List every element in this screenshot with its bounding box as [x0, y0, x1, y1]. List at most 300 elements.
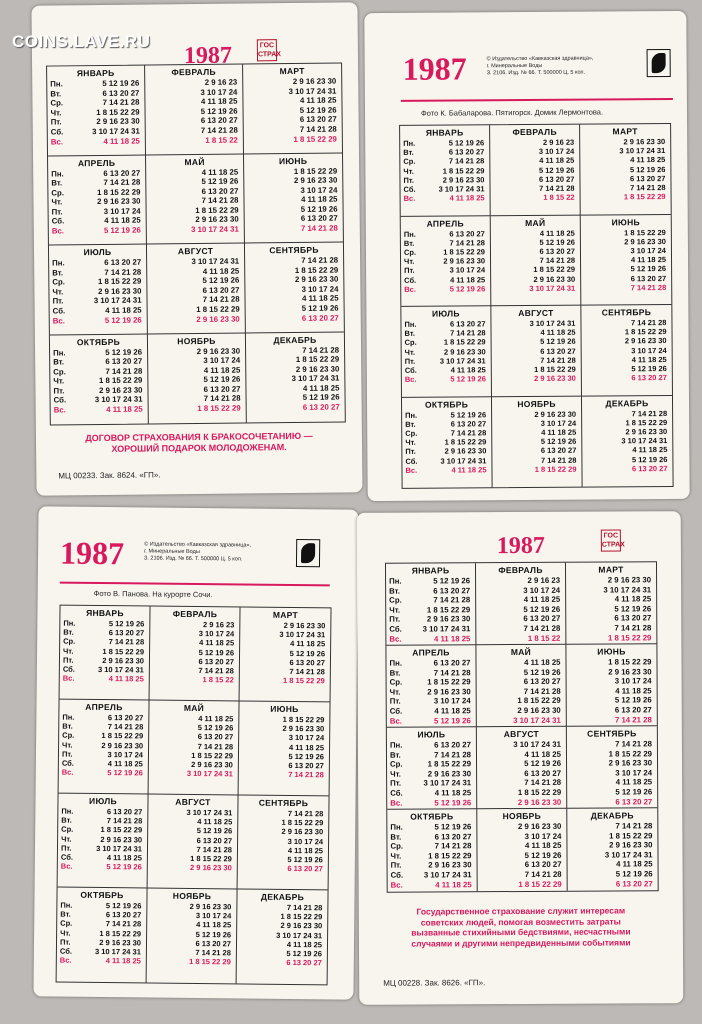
day-rows	[404, 229, 488, 294]
publisher-line: г. Минеральные Воды	[144, 548, 200, 556]
day-numbers: 4 11 18 25	[105, 305, 142, 315]
week-row	[390, 750, 474, 760]
month-name: СЕНТЯБРЬ	[601, 307, 652, 318]
day-numbers: 5 12 19 26	[450, 409, 487, 420]
day-rows	[390, 822, 474, 890]
day-numbers: 3 10 17 24 31	[440, 455, 487, 466]
calendar-card-4	[357, 511, 684, 1005]
month-name: ИЮНЬ	[278, 155, 308, 166]
day-numbers: 6 13 20 27	[301, 313, 339, 323]
month-block	[400, 125, 491, 216]
day-numbers: 3 10 17 24 31	[619, 146, 666, 156]
day-numbers: 5 12 19 26	[540, 337, 576, 347]
day-rows	[570, 739, 655, 807]
day-numbers: 1 8 15 22 29	[101, 731, 144, 741]
month-block	[566, 562, 656, 644]
weekday-label: Вс.	[390, 880, 403, 890]
week-row	[390, 769, 474, 779]
day-rows	[60, 901, 145, 966]
week-row	[390, 716, 474, 726]
week-row	[479, 576, 563, 586]
month-name: ИЮЛЬ	[89, 795, 117, 807]
day-numbers: 1 8 15 22 29	[282, 676, 325, 686]
slogan-line: Государственное страхование служит интересам	[416, 905, 626, 917]
month-name: АВГУСТ	[175, 796, 211, 808]
week-row	[569, 594, 654, 604]
weekday-label: Вс.	[53, 405, 66, 415]
day-numbers: 6 13 20 27	[105, 356, 143, 367]
weekday-label: Чт.	[51, 197, 63, 207]
weekday-label: Вс.	[404, 284, 416, 294]
weekday-label: Пн.	[51, 168, 64, 179]
day-numbers: 7 14 21 28	[200, 125, 238, 135]
day-numbers: 6 13 20 27	[203, 384, 241, 394]
weekday-label: Сб.	[404, 275, 417, 285]
week-row	[479, 624, 563, 634]
week-row	[570, 797, 655, 807]
week-row	[570, 787, 655, 797]
weekday-label: Вт.	[53, 357, 65, 367]
weekday-label: Пн.	[50, 79, 63, 89]
months-grid	[46, 62, 346, 425]
day-numbers: 3 10 17 24 31	[97, 664, 144, 675]
day-numbers: 3 10 17 24 31	[513, 739, 561, 750]
day-numbers: 3 10 17 24	[288, 733, 325, 743]
month-block	[566, 644, 656, 726]
year-title: 1987	[59, 534, 125, 572]
publisher-line: © Издательство «Кавказская здравница»,	[486, 55, 594, 63]
day-numbers: 2 9 16 23 30	[280, 921, 323, 931]
day-numbers: 4 11 18 25	[450, 274, 486, 285]
day-numbers: 4 11 18 25	[615, 686, 652, 696]
day-numbers: 1 8 15 22	[527, 633, 561, 643]
day-numbers: 5 12 19 26	[433, 715, 471, 726]
week-row	[389, 634, 473, 644]
day-numbers: 1 8 15 22 29	[189, 957, 231, 967]
day-rows	[152, 714, 237, 779]
day-numbers: 5 12 19 26	[615, 787, 653, 797]
week-row	[243, 676, 328, 686]
month-name: НОЯБРЬ	[172, 890, 212, 902]
week-row	[149, 135, 241, 146]
publisher-line: г. Минеральные Воды	[486, 62, 543, 70]
day-rows	[405, 410, 489, 475]
day-numbers: 4 11 18 25	[632, 445, 668, 455]
insurance-slogan	[42, 430, 356, 455]
day-numbers: 5 12 19 26	[289, 648, 326, 658]
day-numbers: 1 8 15 22 29	[624, 327, 667, 337]
day-numbers: 5 12 19 26	[202, 275, 240, 286]
month-name: АВГУСТ	[177, 245, 214, 257]
weekday-label: Чт.	[405, 437, 416, 447]
weekday-label: Пн.	[403, 138, 416, 148]
day-numbers: 7 14 21 28	[524, 869, 562, 879]
day-numbers: 1 8 15 22 29	[534, 464, 577, 474]
weekday-label: Вт.	[60, 909, 71, 919]
weekday-label: Вс.	[389, 716, 402, 726]
day-rows	[63, 619, 148, 684]
month-block	[477, 809, 567, 891]
month-block	[386, 563, 476, 645]
day-numbers: 3 10 17 24	[630, 245, 666, 256]
week-row	[584, 283, 669, 293]
day-numbers: 6 13 20 27	[195, 938, 232, 949]
weekday-label: Сб.	[59, 946, 73, 956]
day-rows	[62, 713, 147, 778]
day-numbers: 3 10 17 24	[203, 355, 241, 366]
day-numbers: 6 13 20 27	[434, 740, 471, 750]
day-numbers: 7 14 21 28	[289, 666, 325, 677]
weekday-label: Сб.	[50, 127, 64, 137]
day-numbers: 3 10 17 24 31	[291, 373, 340, 384]
day-numbers: 7 14 21 28	[198, 666, 234, 676]
day-numbers: 7 14 21 28	[523, 623, 561, 633]
weekday-label: Вс.	[62, 673, 75, 683]
weekday-label: Пт.	[405, 447, 416, 457]
month-name: ДЕКАБРЬ	[273, 334, 317, 345]
day-numbers: 4 11 18 25	[539, 156, 575, 166]
day-numbers: 4 11 18 25	[434, 706, 471, 716]
day-numbers: 3 10 17 24	[107, 749, 144, 760]
day-numbers: 6 13 20 27	[540, 346, 576, 356]
day-numbers: 3 10 17 24	[433, 696, 471, 706]
day-numbers: 4 11 18 25	[290, 639, 326, 649]
day-rows	[494, 228, 578, 293]
day-numbers: 1 8 15 22 29	[426, 605, 471, 615]
weekday-label: Сб.	[62, 664, 75, 674]
day-numbers: 2 9 16 23 30	[442, 175, 485, 185]
day-numbers: 3 10 17 24	[615, 768, 653, 778]
calendar-card-3	[33, 506, 358, 999]
week-row	[571, 869, 656, 879]
week-row	[247, 134, 340, 145]
day-numbers: 5 12 19 26	[286, 948, 322, 959]
day-numbers: 3 10 17 24	[301, 284, 339, 294]
day-numbers: 1 8 15 22 29	[102, 646, 145, 657]
day-numbers: 4 11 18 25	[103, 136, 140, 146]
month-block	[492, 396, 583, 487]
month-name: МАЙ	[183, 702, 205, 714]
day-numbers: 7 14 21 28	[448, 156, 485, 166]
day-rows	[53, 347, 146, 415]
day-numbers: 2 9 16 23 30	[624, 236, 666, 247]
week-row	[570, 778, 655, 788]
weekday-label: Вс.	[404, 374, 417, 385]
day-numbers: 4 11 18 25	[104, 216, 141, 226]
weekday-label: Ср.	[405, 428, 418, 438]
month-block	[244, 153, 343, 244]
weekday-label: Пт.	[52, 296, 64, 306]
day-numbers: 7 14 21 28	[106, 816, 143, 826]
week-row	[480, 831, 564, 841]
day-numbers: 2 9 16 23 30	[294, 274, 339, 285]
day-numbers: 7 14 21 28	[630, 282, 667, 292]
day-numbers: 6 13 20 27	[433, 585, 471, 596]
day-numbers: 1 8 15 22 29	[624, 227, 666, 237]
week-row	[481, 860, 565, 870]
day-numbers: 2 9 16 23 30	[191, 759, 233, 770]
day-numbers: 5 12 19 26	[302, 392, 340, 403]
day-numbers: 3 10 17 24	[300, 185, 338, 195]
week-row	[570, 821, 655, 831]
weekday-label: Ср.	[52, 277, 65, 287]
weekday-label: Вс.	[52, 315, 65, 326]
day-numbers: 7 14 21 28	[631, 408, 668, 418]
day-numbers: 4 11 18 25	[201, 167, 239, 177]
month-name: АВГУСТ	[518, 307, 554, 319]
day-numbers: 1 8 15 22 29	[294, 265, 339, 275]
day-numbers: 4 11 18 25	[302, 293, 339, 304]
day-numbers: 4 11 18 25	[106, 404, 143, 415]
day-numbers: 1 8 15 22 29	[608, 748, 653, 759]
day-rows	[249, 345, 343, 413]
day-numbers: 3 10 17 24 31	[94, 395, 143, 405]
day-numbers: 6 13 20 27	[433, 658, 471, 668]
day-rows	[151, 808, 236, 873]
weekday-label: Чт.	[53, 376, 65, 386]
week-row	[480, 769, 564, 779]
month-name: ИЮЛЬ	[83, 246, 112, 258]
day-numbers: 7 14 21 28	[301, 255, 339, 265]
day-rows	[480, 740, 564, 808]
day-numbers: 4 11 18 25	[287, 845, 324, 856]
day-numbers: 2 9 16 23 30	[281, 827, 324, 837]
week-row	[569, 657, 654, 667]
day-numbers: 5 12 19 26	[196, 826, 233, 836]
day-numbers: 4 11 18 25	[202, 266, 240, 276]
month-block	[57, 888, 148, 983]
weekday-label: Сб.	[390, 788, 403, 798]
day-numbers: 6 13 20 27	[632, 463, 668, 473]
month-block	[401, 216, 492, 307]
day-rows	[569, 575, 654, 643]
day-numbers: 6 13 20 27	[629, 173, 666, 184]
day-numbers: 5 12 19 26	[195, 929, 232, 939]
print-imprint: МЦ 00228. Зак. 8626. «ГП».	[383, 978, 486, 988]
month-block	[401, 306, 492, 397]
month-name: ЯНВАРЬ	[411, 565, 450, 576]
week-row	[391, 870, 475, 880]
week-row	[481, 870, 565, 880]
day-numbers: 1 8 15 22 29	[625, 417, 668, 428]
weekday-label: Пт.	[59, 937, 71, 947]
month-block	[490, 125, 581, 216]
day-numbers: 2 9 16 23 30	[282, 724, 325, 734]
day-rows	[479, 658, 563, 726]
day-numbers: 7 14 21 28	[299, 124, 337, 134]
day-numbers: 3 10 17 24 31	[438, 184, 485, 194]
day-numbers: 5 12 19 26	[524, 758, 562, 769]
weekday-label: Вт.	[403, 147, 414, 158]
day-numbers: 1 8 15 22 29	[623, 192, 666, 202]
day-numbers: 6 13 20 27	[197, 732, 234, 742]
week-row	[569, 575, 654, 585]
week-row	[390, 687, 474, 697]
day-numbers: 6 13 20 27	[102, 88, 140, 98]
day-numbers: 5 12 19 26	[288, 751, 325, 762]
day-rows	[241, 808, 327, 873]
week-row	[390, 668, 474, 678]
month-block	[59, 700, 150, 795]
month-block	[145, 65, 244, 156]
day-rows	[247, 166, 341, 234]
day-numbers: 5 12 19 26	[523, 604, 561, 614]
day-numbers: 6 13 20 27	[287, 864, 323, 874]
day-numbers: 1 8 15 22 29	[295, 354, 340, 365]
weekday-label: Пт.	[404, 356, 416, 366]
day-rows	[151, 346, 244, 414]
day-numbers: 4 11 18 25	[541, 427, 577, 437]
slogan-line: случаями и другими непредвиденными событиями	[411, 936, 631, 949]
weekday-label: Сб.	[60, 852, 73, 862]
day-numbers: 1 8 15 22 29	[534, 364, 576, 374]
day-numbers: 2 9 16 23 30	[195, 215, 239, 225]
publisher-info	[487, 56, 594, 78]
day-numbers: 4 11 18 25	[199, 638, 235, 648]
week-row	[241, 864, 326, 874]
month-block	[240, 607, 331, 702]
day-numbers: 1 8 15 22 29	[293, 166, 338, 176]
weekday-label: Вс.	[61, 767, 74, 777]
week-row	[405, 465, 489, 475]
day-numbers: 1 8 15 22 29	[282, 714, 325, 725]
week-row	[495, 464, 579, 474]
weekday-label: Пт.	[389, 696, 401, 707]
weekday-label: Чт.	[404, 256, 415, 266]
day-numbers: 6 13 20 27	[524, 860, 562, 870]
weekday-label: Вт.	[403, 238, 415, 248]
month-name: ДЕКАБРЬ	[260, 891, 305, 903]
day-numbers: 5 12 19 26	[105, 347, 143, 357]
photo-credit: Фото В. Панова. На курорте Сочи.	[93, 588, 213, 600]
weekday-label: Вс.	[403, 193, 416, 204]
day-numbers: 2 9 16 23 30	[517, 797, 562, 807]
month-block	[246, 332, 345, 423]
day-numbers: 5 12 19 26	[299, 105, 337, 115]
weekday-label: Пт.	[53, 386, 65, 396]
day-numbers: 6 13 20 27	[201, 186, 239, 196]
week-row	[480, 687, 564, 697]
day-numbers: 3 10 17 24	[287, 836, 324, 846]
day-numbers: 3 10 17 24 31	[288, 86, 337, 96]
month-block	[245, 242, 344, 333]
month-block	[567, 808, 657, 890]
month-name: ФЕВРАЛЬ	[498, 564, 543, 576]
weekday-label: Ср.	[63, 637, 76, 647]
weekday-label: Вт.	[390, 832, 402, 842]
weekday-label: Ср.	[390, 841, 404, 851]
day-numbers: 3 10 17 24 31	[621, 436, 668, 446]
week-row	[479, 605, 563, 615]
gosstrakh-logo-icon: ГОС СТРАХ	[601, 529, 621, 551]
day-numbers: 4 11 18 25	[631, 354, 667, 365]
day-numbers: 3 10 17 24 31	[186, 807, 233, 818]
day-numbers: 4 11 18 25	[301, 194, 338, 205]
week-row	[151, 314, 243, 325]
day-rows	[585, 409, 670, 474]
day-numbers: 2 9 16 23 30	[96, 116, 140, 127]
week-row	[390, 832, 474, 842]
month-name: ИЮЛЬ	[417, 729, 446, 740]
week-row	[570, 739, 655, 749]
month-block	[402, 397, 493, 488]
month-name: ДЕКАБРЬ	[590, 810, 634, 821]
day-numbers: 2 9 16 23	[203, 620, 235, 630]
day-rows	[584, 318, 669, 383]
month-name: ОКТЯБРЬ	[76, 336, 121, 347]
day-numbers: 5 12 19 26	[449, 284, 486, 294]
day-numbers: 1 8 15 22 29	[517, 787, 562, 797]
day-numbers: 1 8 15 22 29	[427, 677, 471, 687]
day-numbers: 4 11 18 25	[197, 817, 233, 827]
day-numbers: 5 12 19 26	[104, 315, 142, 325]
week-row	[389, 658, 473, 668]
weekday-label: Чт.	[390, 851, 402, 861]
day-numbers: 3 10 17 24 31	[191, 256, 240, 267]
day-numbers: 7 14 21 28	[450, 328, 486, 338]
weekday-label: Пт.	[390, 860, 402, 871]
day-numbers: 6 13 20 27	[198, 656, 235, 667]
week-row	[391, 861, 475, 871]
day-numbers: 3 10 17 24 31	[604, 850, 653, 860]
month-name: ЯНВАРЬ	[76, 67, 115, 79]
month-name: МАЙ	[525, 217, 546, 228]
slogan-line: вызванные стихийными бедствиями, несчастными	[411, 926, 631, 938]
weekday-label: Вс.	[59, 955, 72, 965]
day-numbers: 7 14 21 28	[539, 255, 576, 266]
weekday-label: Сб.	[52, 306, 66, 316]
week-row	[242, 770, 327, 780]
week-row	[63, 674, 147, 684]
month-name: НОЯБРЬ	[502, 810, 542, 822]
day-numbers: 7 14 21 28	[539, 183, 575, 193]
day-numbers: 4 11 18 25	[434, 788, 472, 798]
week-row	[390, 822, 474, 832]
day-numbers: 6 13 20 27	[540, 445, 577, 456]
day-numbers: 7 14 21 28	[103, 177, 141, 188]
month-name: СЕНТЯБРЬ	[269, 244, 319, 256]
day-rows	[243, 620, 329, 685]
day-numbers: 7 14 21 28	[540, 455, 577, 465]
day-numbers: 4 11 18 25	[302, 383, 340, 393]
weekday-label: Сб.	[51, 216, 65, 226]
week-row	[570, 667, 655, 677]
months-grid	[385, 561, 659, 892]
day-numbers: 5 12 19 26	[103, 225, 141, 236]
week-row	[570, 686, 655, 696]
day-numbers: 2 9 16 23	[527, 575, 561, 585]
day-rows	[389, 658, 473, 726]
day-numbers: 7 14 21 28	[105, 919, 142, 929]
week-row	[494, 283, 578, 293]
month-block	[580, 124, 671, 215]
day-numbers: 4 11 18 25	[630, 155, 666, 165]
day-rows	[149, 167, 242, 235]
day-numbers: 5 12 19 26	[433, 576, 471, 586]
year-title: 1987	[496, 532, 545, 560]
week-row	[389, 586, 473, 596]
day-numbers: 1 8 15 22 29	[96, 107, 140, 117]
day-numbers: 3 10 17 24 31	[529, 283, 576, 293]
day-numbers: 5 12 19 26	[630, 264, 667, 274]
day-numbers: 4 11 18 25	[107, 759, 143, 769]
day-rows	[52, 258, 145, 326]
week-row	[480, 677, 564, 687]
day-numbers: 5 12 19 26	[198, 647, 235, 658]
week-row	[389, 595, 473, 605]
weekday-label: Ср.	[61, 824, 74, 835]
week-row	[404, 284, 488, 294]
